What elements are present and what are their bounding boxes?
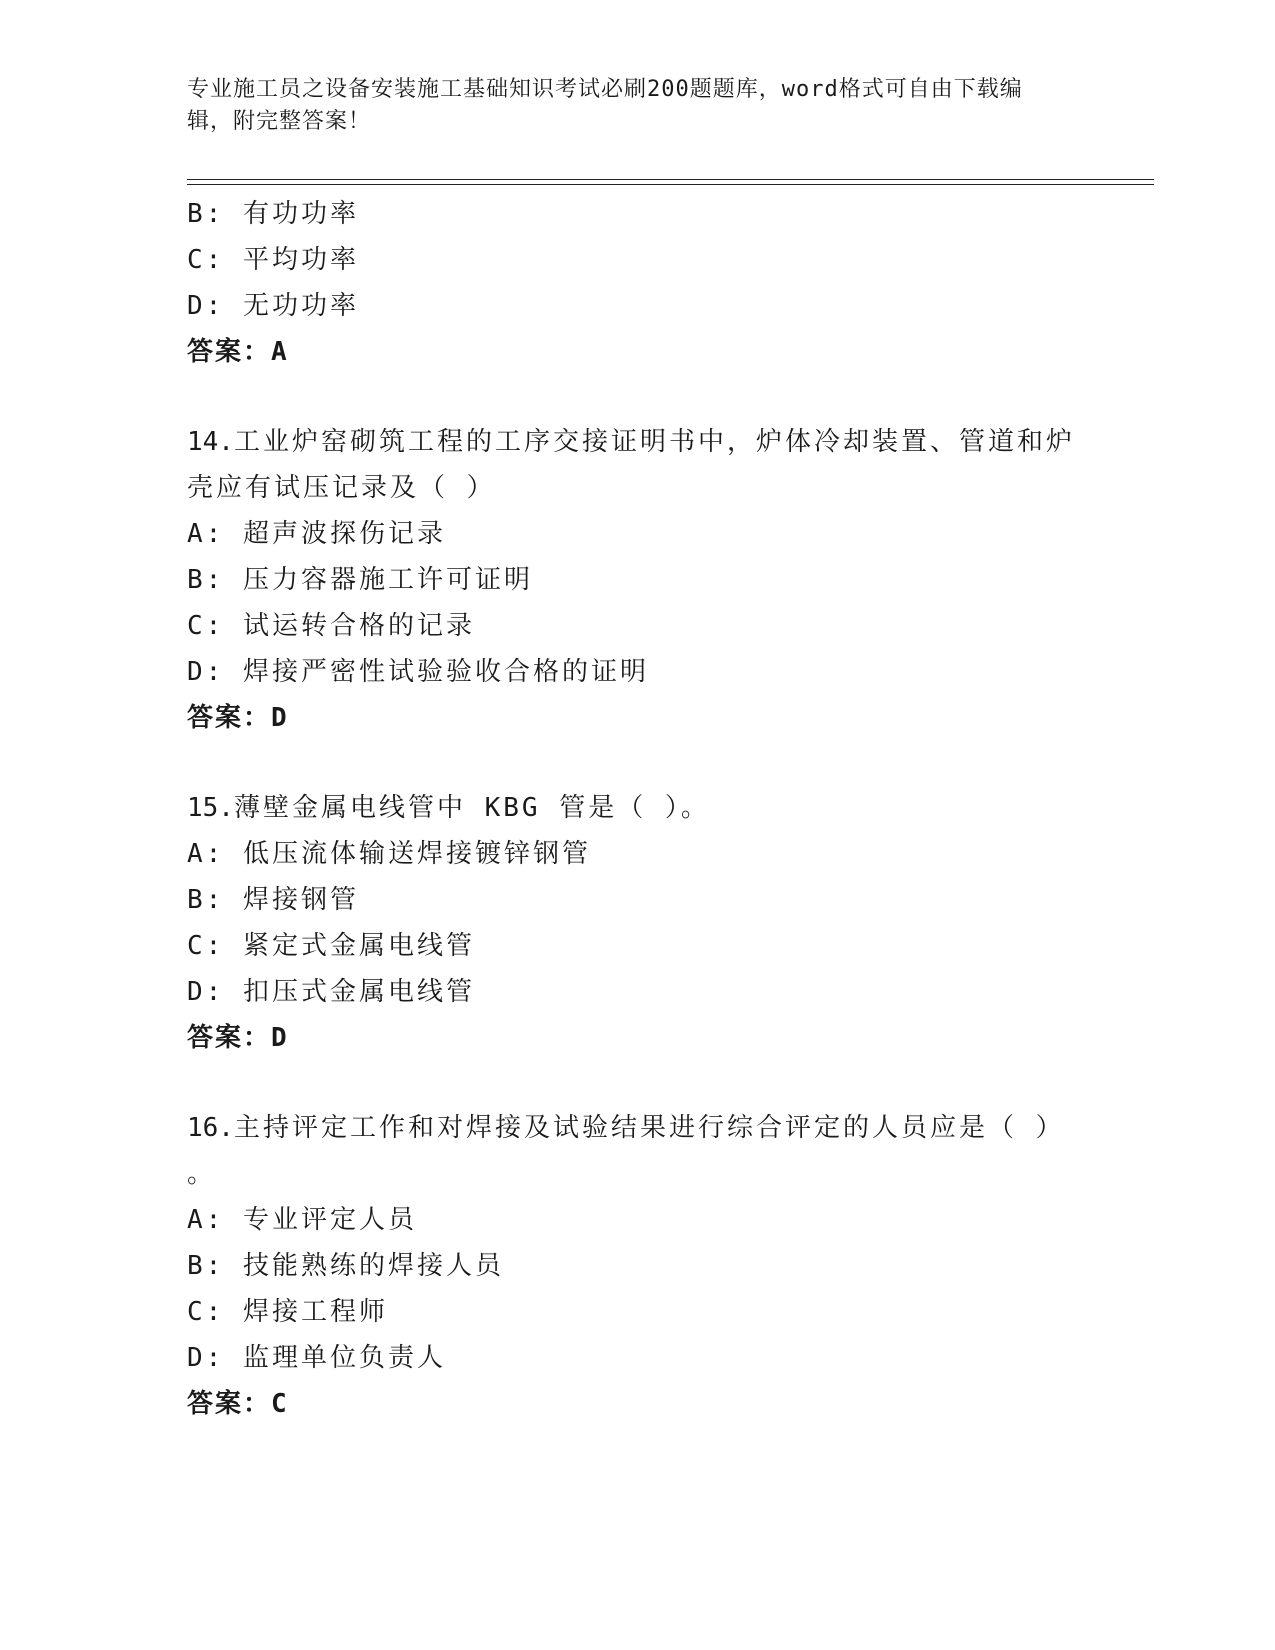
question-stem-line: 壳应有试压记录及（ ） bbox=[187, 473, 496, 503]
option-c: C: 紧定式金属电线管 bbox=[187, 931, 475, 961]
option-d: D: 扣压式金属电线管 bbox=[187, 977, 475, 1007]
answer-line: 答案：A bbox=[187, 337, 289, 367]
question-stem-line: 16.主持评定工作和对焊接及试验结果进行综合评定的人员应是（ ） bbox=[187, 1113, 1065, 1143]
question-14 bbox=[187, 419, 1087, 741]
option-d: D: 无功功率 bbox=[187, 291, 359, 321]
option-d: D: 焊接严密性试验验收合格的证明 bbox=[187, 657, 649, 687]
carry-over-question bbox=[187, 191, 1087, 375]
answer-line: 答案：D bbox=[187, 1023, 289, 1053]
option-b: B: 技能熟练的焊接人员 bbox=[187, 1251, 504, 1281]
option-b: B: 焊接钢管 bbox=[187, 885, 359, 915]
question-stem-line: 15.薄壁金属电线管中 KBG 管是（ ）。 bbox=[187, 793, 710, 823]
answer-line: 答案：C bbox=[187, 1389, 289, 1419]
option-c: C: 平均功率 bbox=[187, 245, 359, 275]
option-c: C: 焊接工程师 bbox=[187, 1297, 388, 1327]
question-16 bbox=[187, 1105, 1087, 1427]
document-header-title: 专业施工员之设备安装施工基础知识考试必刷200题题库，word格式可自由下载编辑，附完整答案！ bbox=[187, 77, 1023, 134]
question-list bbox=[187, 191, 1087, 1427]
question-stem-line: 14.工业炉窑砌筑工程的工序交接证明书中，炉体冷却装置、管道和炉 bbox=[187, 427, 1075, 457]
question-stem-line: 。 bbox=[187, 1159, 217, 1189]
option-a: A: 超声波探伤记录 bbox=[187, 519, 446, 549]
option-a: A: 专业评定人员 bbox=[187, 1205, 417, 1235]
option-b: B: 有功功率 bbox=[187, 199, 359, 229]
header-divider-top bbox=[187, 179, 1154, 180]
option-b: B: 压力容器施工许可证明 bbox=[187, 565, 533, 595]
question-15 bbox=[187, 785, 1087, 1061]
answer-line: 答案：D bbox=[187, 703, 289, 733]
option-c: C: 试运转合格的记录 bbox=[187, 611, 475, 641]
header-divider-bottom bbox=[187, 184, 1154, 185]
option-a: A: 低压流体输送焊接镀锌钢管 bbox=[187, 839, 591, 869]
option-d: D: 监理单位负责人 bbox=[187, 1343, 446, 1373]
